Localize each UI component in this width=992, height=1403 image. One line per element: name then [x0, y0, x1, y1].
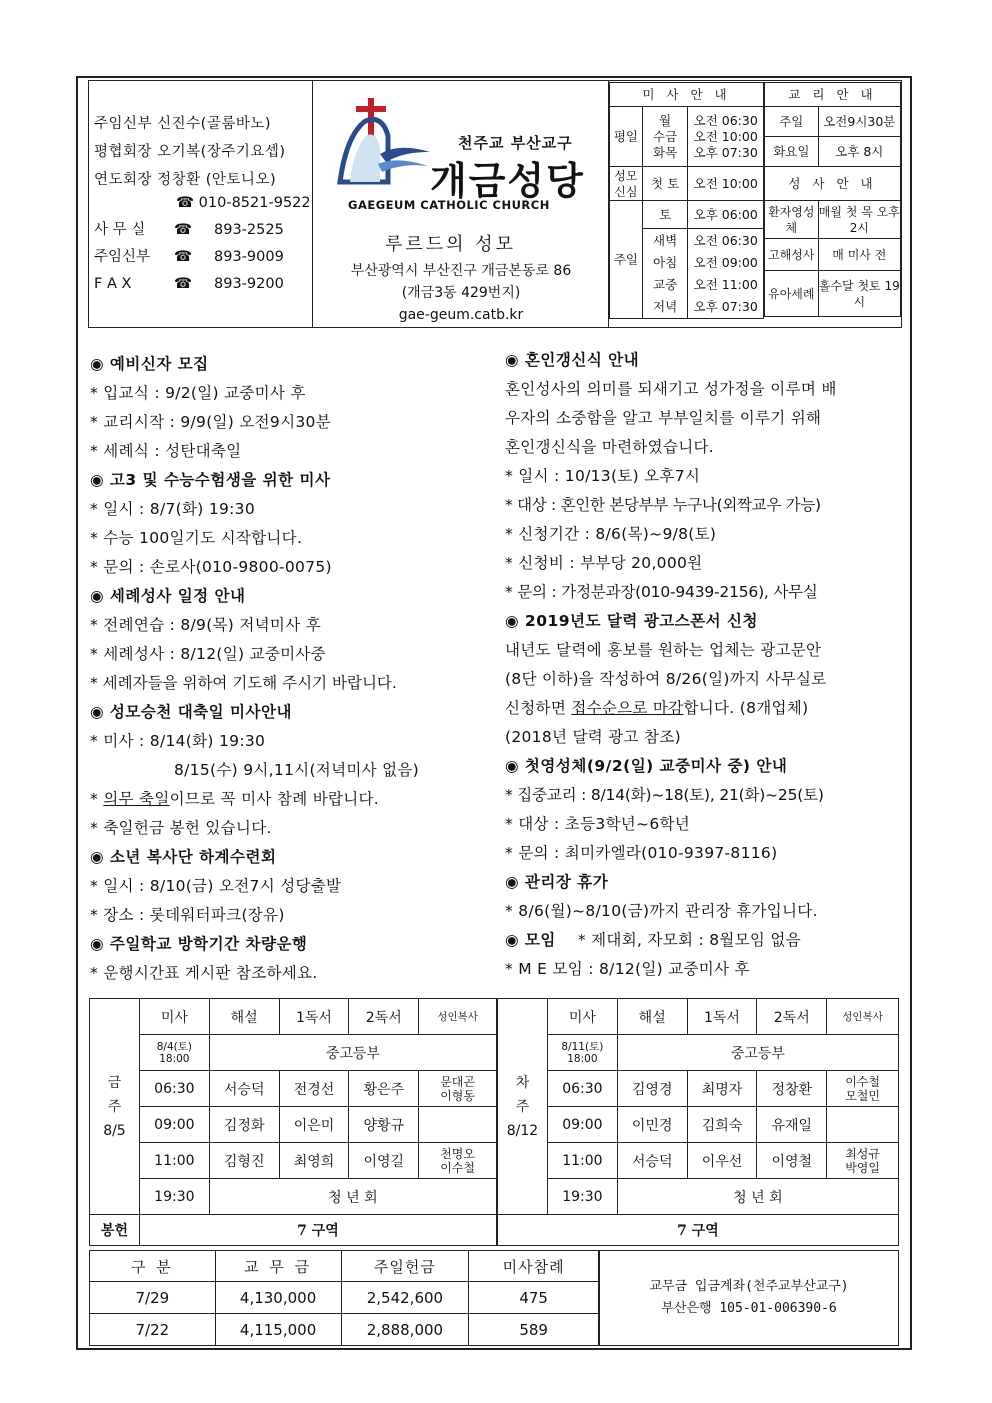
catechism-time: 오후 8시 — [818, 137, 900, 167]
server: 이수철 — [845, 1074, 880, 1089]
mass-name: 새벽 — [653, 232, 678, 248]
notice-item: * 입교식 : 9/2(일) 교중미사 후 — [90, 384, 306, 402]
sacraments-title: 성 사 안 내 — [765, 167, 901, 201]
phone-icon: ☎ — [174, 249, 193, 265]
sacrament-time: 매 미사 전 — [818, 239, 900, 271]
weekday-label: 평일 — [610, 107, 643, 167]
finance-cell: 7/22 — [90, 1314, 216, 1346]
text: 차 — [515, 1074, 530, 1091]
reader1: 이은미 — [279, 1107, 349, 1143]
notice-item: * 일시 : 10/13(토) 오후7시 — [505, 467, 701, 485]
reader1: 최영희 — [279, 1143, 349, 1179]
server: 박영일 — [845, 1160, 880, 1175]
mass-time: 19:30 — [547, 1179, 617, 1215]
time: 오전 11:00 — [693, 276, 758, 292]
notice-item: * 미사 : 8/14(화) 19:30 — [90, 732, 266, 750]
col-header: 교 무 금 — [215, 1251, 341, 1282]
phone-number: 893-2525 — [214, 222, 284, 238]
sacrament-name: 유아세례 — [765, 271, 819, 317]
day: 수금 — [653, 128, 678, 144]
notice-heading: ◉ 모임 — [505, 931, 556, 949]
time: 오전 06:30 — [693, 232, 758, 248]
finance-cell: 2,542,600 — [341, 1282, 469, 1314]
notice-item: * 장소 : 롯데워터파크(장유) — [90, 906, 285, 924]
notice-text: (8단 이하)을 작성하여 8/26(일)까지 사무실로 — [505, 670, 827, 688]
finance-table — [89, 1250, 599, 1346]
patron-saint: 루르드의 성모 — [385, 234, 517, 255]
phone-icon: ☎ — [174, 222, 193, 238]
reader1: 이우선 — [687, 1143, 757, 1179]
staff-council: 평협회장 오기복(장주기요셉) — [94, 144, 286, 160]
address-line2: (개금3동 429번지) — [401, 285, 521, 301]
commentator: 김영경 — [617, 1071, 687, 1107]
server: 문대곤 — [440, 1074, 475, 1089]
phone-number: 893-9009 — [214, 249, 284, 265]
notice-item: * 일시 : 8/10(금) 오전7시 성당출발 — [90, 877, 342, 895]
notice-text: 우자의 소중함을 알고 부부일치를 이루기 위해 — [505, 409, 822, 427]
notice-heading: ◉ 세례성사 일정 안내 — [90, 587, 246, 605]
diocese-name: 천주교 부산교구 — [458, 134, 573, 152]
notice-item: * 세례식 : 성탄대축일 — [90, 442, 242, 460]
text: 18:00 — [159, 1052, 190, 1065]
underlined-text: 의무 축일 — [103, 790, 170, 808]
notice-item: * 신청비 : 부부당 20,000원 — [505, 554, 703, 572]
week-label — [90, 999, 140, 1215]
phone-list — [94, 217, 304, 298]
staff-list — [94, 110, 286, 194]
notice-item: * 집중교리 : 8/14(화)~18(토), 21(화)~25(토) — [505, 786, 824, 804]
text: * 제대회, 자모회 : 8월모임 없음 — [577, 931, 801, 949]
time: 오후 07:30 — [693, 298, 758, 314]
address-line1: 부산광역시 부산진구 개금본동로 86 — [350, 263, 572, 279]
notice-item: * 대상 : 혼인한 본당부부 누구나(외짝교우 가능) — [505, 496, 821, 514]
staff-yeondo: 연도회장 정창환 (안토니오) — [94, 172, 277, 188]
notice-item: * 신청기간 : 8/6(목)~9/8(토) — [505, 525, 717, 543]
notice-heading: ◉ 관리장 휴가 — [505, 873, 609, 891]
text: 합니다. (8개업체) — [683, 699, 809, 717]
catechism-day: 화요일 — [765, 137, 819, 167]
reader1: 최명자 — [687, 1071, 757, 1107]
finance-cell: 475 — [469, 1282, 599, 1314]
mass-name: 아침 — [653, 254, 678, 270]
notice-heading: ◉ 혼인갱신식 안내 — [505, 351, 640, 369]
sat-time: 오후 06:00 — [688, 201, 764, 229]
notice-item: * 일시 : 8/7(화) 19:30 — [90, 500, 256, 518]
notice-heading: ◉ 소년 복사단 하계수련회 — [90, 848, 277, 866]
account-number: 부산은행 105-01-006390-6 — [661, 1301, 837, 1316]
notice-heading: ◉ 주일학교 방학기간 차량운행 — [90, 935, 308, 953]
bullet: * — [90, 790, 104, 808]
first-sat-time: 오전 10:00 — [688, 167, 764, 201]
notice-item: * 8/6(월)~8/10(금)까지 관리장 휴가입니다. — [505, 902, 818, 920]
phone-label: 사 무 실 — [94, 222, 146, 238]
group: 중고등부 — [617, 1035, 898, 1071]
account-title: 교무금 입금계좌(천주교부산교구) — [649, 1279, 849, 1294]
mass-name: 교중 — [653, 276, 678, 292]
week-label — [498, 999, 548, 1215]
mass-time: 19:30 — [139, 1179, 209, 1215]
account-info — [599, 1276, 899, 1320]
group: 청 년 회 — [209, 1179, 496, 1215]
commentator: 김정화 — [209, 1107, 279, 1143]
mobile-number: ☎ 010-8521-9522 — [176, 195, 311, 211]
notice-item — [505, 926, 905, 955]
notice-text: 내년도 달력에 홍보를 원하는 업체는 광고문안 — [505, 641, 822, 659]
text: 신청하면 — [505, 699, 572, 717]
mass-time: 09:00 — [547, 1107, 617, 1143]
reader2: 정창환 — [757, 1071, 827, 1107]
church-logo-icon — [330, 92, 440, 192]
text: 주 — [515, 1098, 530, 1115]
offering-group: 7 구역 — [139, 1215, 496, 1246]
server: 이수철 — [440, 1160, 475, 1175]
reader1: 김희숙 — [687, 1107, 757, 1143]
sacrament-time: 매월 첫 목 오후 2시 — [818, 201, 900, 239]
notice-text: (2018년 달력 광고 참조) — [505, 728, 681, 746]
notice-heading: ◉ 고3 및 수능수험생을 위한 미사 — [90, 471, 331, 489]
col-header: 해설 — [209, 999, 279, 1035]
staff-pastor: 주임신부 신진수(골룸바노) — [94, 116, 271, 132]
sacrament-time: 홀수달 첫토 19시 — [818, 271, 900, 317]
col-header: 미사참례 — [469, 1251, 599, 1282]
catechism-title: 교 리 안 내 — [765, 83, 901, 107]
notice-item: * 전례연습 : 8/9(목) 저녁미사 후 — [90, 616, 321, 634]
notice-item: * 대상 : 초등3학년~6학년 — [505, 815, 691, 833]
col-header: 2독서 — [349, 999, 419, 1035]
notice-heading: ◉ 첫영성체(9/2(일) 교중미사 중) 안내 — [505, 757, 788, 775]
notices-right — [505, 346, 905, 984]
notice-item: * 세례성사 : 8/12(일) 교중미사중 — [90, 645, 326, 663]
notice-item: * 세례자들을 위하여 기도해 주시기 바랍니다. — [90, 674, 397, 692]
finance-cell: 4,130,000 — [215, 1282, 341, 1314]
offering-group: 7 구역 — [498, 1215, 899, 1246]
notice-item: 8/15(수) 9시,11시(저녁미사 없음) — [174, 761, 420, 779]
commentator: 서승덕 — [209, 1071, 279, 1107]
reader2: 이영철 — [757, 1143, 827, 1179]
church-name: 개금성당 — [430, 159, 585, 203]
finance-cell: 589 — [469, 1314, 599, 1346]
reader1: 전경선 — [279, 1071, 349, 1107]
notice-text — [505, 694, 905, 723]
notice-heading: ◉ 예비신자 모집 — [90, 355, 209, 373]
commentator: 서승덕 — [617, 1143, 687, 1179]
notices-left — [90, 350, 495, 988]
roster-this-week — [89, 998, 497, 1246]
finance-cell: 2,888,000 — [341, 1314, 469, 1346]
server: 천명오 — [440, 1146, 475, 1161]
server: 이형동 — [440, 1088, 475, 1103]
col-header: 미사 — [139, 999, 209, 1035]
col-header: 1독서 — [279, 999, 349, 1035]
day: 월 — [659, 112, 672, 128]
notice-text: 혼인갱신식을 마련하였습니다. — [505, 438, 715, 456]
notice-item: * 문의 : 가정분과장(010-9439-2156), 사무실 — [505, 583, 818, 601]
col-header: 구 분 — [90, 1251, 216, 1282]
text: 주 — [107, 1098, 122, 1115]
notice-item: * 축일헌금 봉헌 있습니다. — [90, 819, 272, 837]
church-english-name: GAEGEUM CATHOLIC CHURCH — [348, 198, 550, 212]
col-header: 성인복사 — [827, 999, 899, 1035]
reader2: 황은주 — [349, 1071, 419, 1107]
notice-item: * 수능 100일기도 시작합니다. — [90, 529, 303, 547]
text: 18:00 — [567, 1052, 598, 1065]
col-header: 성인복사 — [419, 999, 497, 1035]
reader2: 양황규 — [349, 1107, 419, 1143]
col-header: 1독서 — [687, 999, 757, 1035]
reader2: 이영길 — [349, 1143, 419, 1179]
address — [320, 260, 602, 326]
notice-item: * 문의 : 최미카엘라(010-9397-8116) — [505, 844, 778, 862]
mass-schedule-table — [609, 82, 764, 319]
time: 오전 09:00 — [693, 254, 758, 270]
sat-day: 토 — [642, 201, 688, 229]
commentator: 이민경 — [617, 1107, 687, 1143]
roster-next-week — [497, 998, 899, 1246]
finance-cell: 7/29 — [90, 1282, 216, 1314]
website: gae-geum.catb.kr — [398, 307, 524, 323]
col-header: 해설 — [617, 999, 687, 1035]
col-header: 2독서 — [757, 999, 827, 1035]
col-header: 미사 — [547, 999, 617, 1035]
notice-heading: ◉ 성모승천 대축일 미사안내 — [90, 703, 292, 721]
notice-item: * 운행시간표 게시판 참조하세요. — [90, 964, 318, 982]
sacrament-name: 고해성사 — [765, 239, 819, 271]
commentator: 김형진 — [209, 1143, 279, 1179]
group: 중고등부 — [209, 1035, 496, 1071]
day: 화목 — [653, 144, 678, 160]
notice-item: * M E 모임 : 8/12(일) 교중미사 후 — [505, 960, 750, 978]
mass-info-title: 미 사 안 내 — [610, 83, 764, 107]
text: 이므로 꼭 미사 참례 바랍니다. — [169, 790, 380, 808]
notice-text: 혼인성사의 의미를 되새기고 성가정을 이루며 배 — [505, 380, 837, 398]
notice-item — [90, 785, 495, 814]
catechism-day: 주일 — [765, 107, 819, 137]
time: 오전 06:30 — [693, 112, 758, 128]
mass-time: 09:00 — [139, 1107, 209, 1143]
reader2: 유재일 — [757, 1107, 827, 1143]
notice-item: * 문의 : 손로사(010-9800-0075) — [90, 558, 332, 576]
first-sat-day: 첫 토 — [642, 167, 688, 201]
first-sat-label: 성모신심 — [610, 167, 643, 201]
text: 8/5 — [103, 1122, 126, 1139]
phone-number: 893-9200 — [214, 276, 284, 292]
time: 오전 10:00 — [693, 128, 758, 144]
notice-heading: ◉ 2019년도 달력 광고스폰서 신청 — [505, 612, 758, 630]
text: 8/12 — [506, 1122, 539, 1139]
server: 모철민 — [845, 1088, 880, 1103]
catechism-time: 오전9시30분 — [818, 107, 900, 137]
underlined-text: 접수순으로 마감 — [571, 699, 684, 717]
col-header: 주일헌금 — [341, 1251, 469, 1282]
mass-time: 06:30 — [547, 1071, 617, 1107]
notice-item: * 교리시작 : 9/9(일) 오전9시30분 — [90, 413, 331, 431]
phone-label: F A X — [94, 276, 132, 292]
text: 8/4(토) — [156, 1040, 192, 1053]
mass-time: 06:30 — [139, 1071, 209, 1107]
mass-time: 11:00 — [547, 1143, 617, 1179]
sunday-label: 주일 — [610, 201, 643, 319]
group: 청 년 회 — [617, 1179, 898, 1215]
sacrament-name: 환자영성체 — [765, 201, 819, 239]
catechism-table — [764, 82, 901, 317]
offering-label: 봉헌 — [90, 1215, 140, 1246]
mass-time: 11:00 — [139, 1143, 209, 1179]
phone-label: 주임신부 — [94, 249, 151, 265]
mass-name: 저녁 — [653, 298, 678, 314]
time: 오후 07:30 — [693, 144, 758, 160]
server: 최성규 — [845, 1146, 880, 1161]
text: 8/11(토) — [561, 1040, 604, 1053]
text: 금 — [107, 1074, 122, 1091]
phone-icon: ☎ — [174, 276, 193, 292]
finance-cell: 4,115,000 — [215, 1314, 341, 1346]
